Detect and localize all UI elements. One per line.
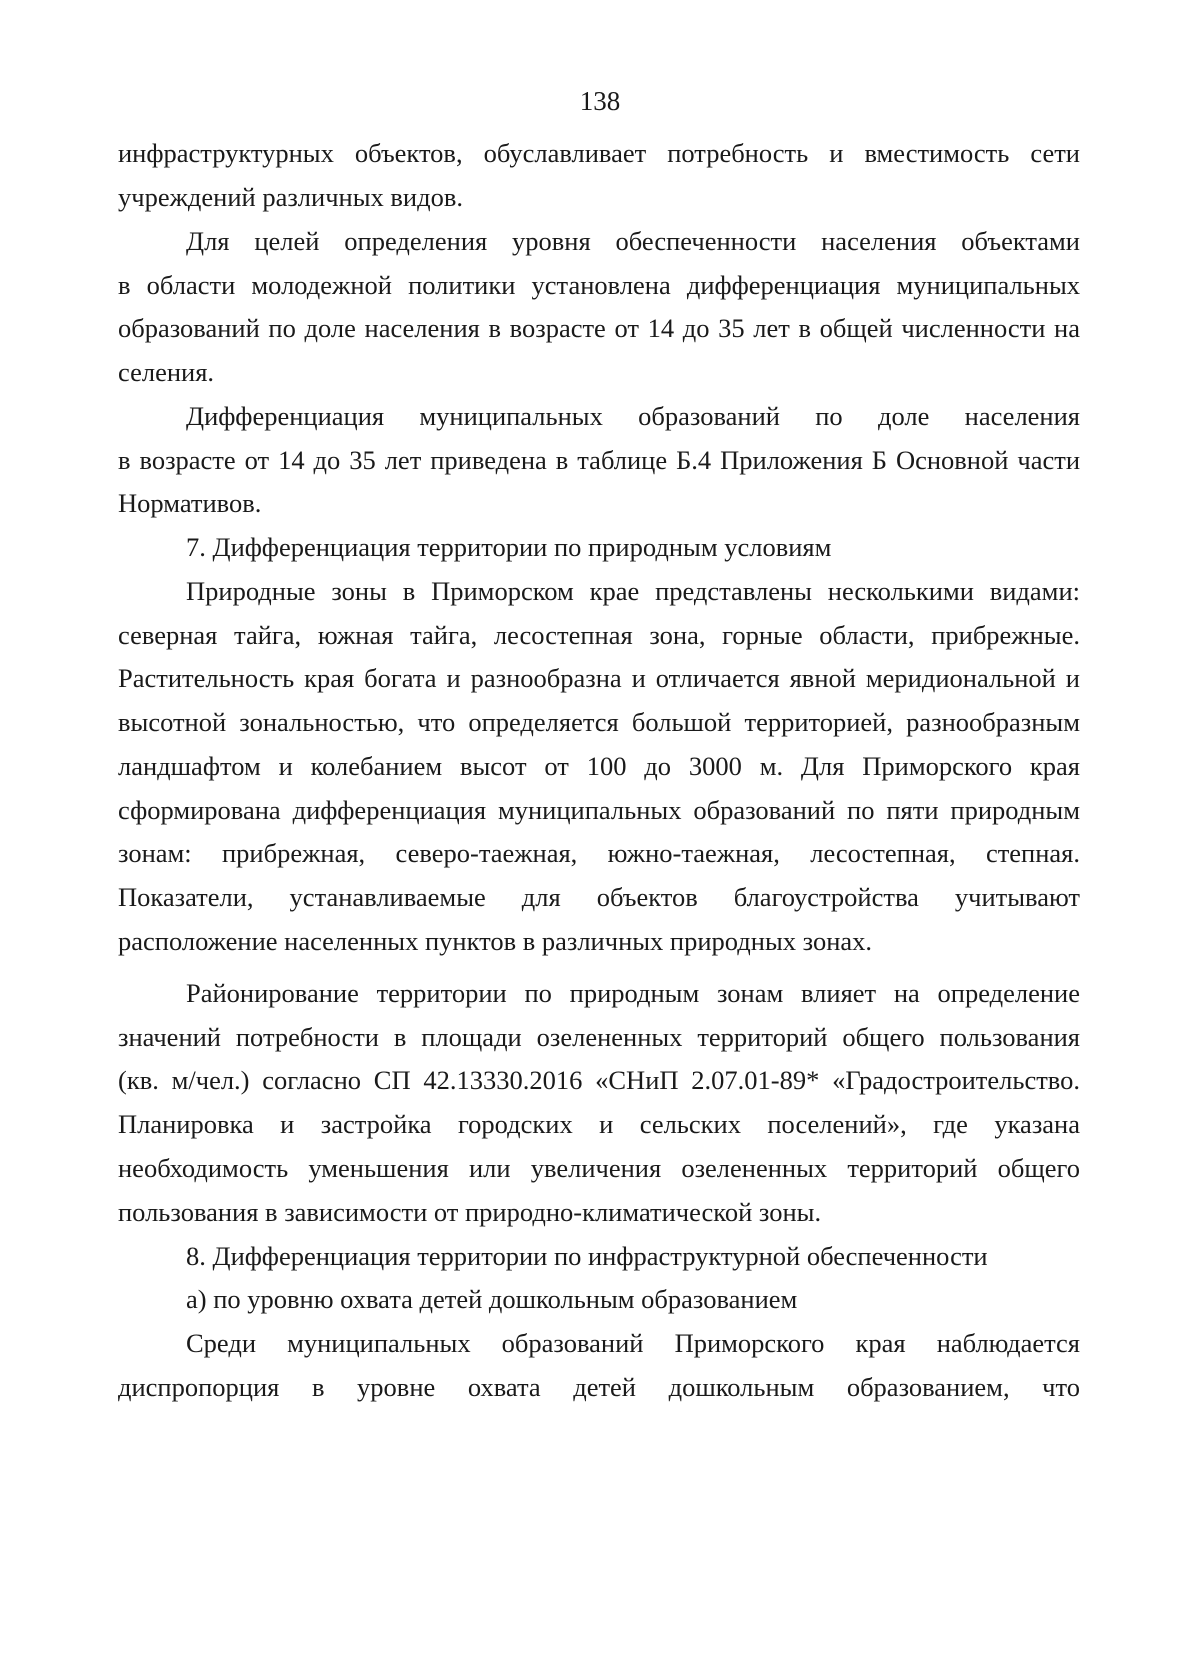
text-line: зонам: прибрежная, северо-таежная, южно-таежная, лесостепная, степная. bbox=[118, 838, 1080, 868]
text-line: учреждений различных видов. bbox=[118, 182, 463, 212]
text-line: образований по доле населения в возрасте от 14 до 35 лет в общей численности на bbox=[118, 313, 1080, 343]
text-line: в возрасте от 14 до 35 лет приведена в таблице Б.4 Приложения Б Основной части bbox=[118, 445, 1080, 475]
text-line: Растительность края богата и разнообразна и отличается явной меридиональной и bbox=[118, 663, 1080, 693]
text-line: расположение населенных пунктов в различных природных зонах. bbox=[118, 926, 873, 956]
text-line: Показатели, устанавливаемые для объектов благоустройства учитывают bbox=[118, 882, 1080, 912]
text-line: высотной зональностью, что определяется большой территорией, разнообразным bbox=[118, 707, 1080, 737]
section-heading-7: 7. Дифференциация территории по природным условиям bbox=[186, 532, 832, 562]
text-line: пользования в зависимости от природно-климатической зоны. bbox=[118, 1197, 822, 1227]
text-line: инфраструктурных объектов, обуславливает потребность и вместимость сети bbox=[118, 138, 1080, 168]
paragraph-start-line: Районирование территории по природным зонам влияет на определение bbox=[186, 978, 1080, 1008]
paragraph-start-line: Дифференциация муниципальных образований по доле населения bbox=[186, 401, 1080, 431]
text-line: сформирована дифференциация муниципальных образований по пяти природным bbox=[118, 795, 1080, 825]
text-line: в области молодежной политики установлена дифференциация муниципальных bbox=[118, 270, 1080, 300]
text-line: (кв. м/чел.) согласно СП 42.13330.2016 «СНиП 2.07.01-89* «Градостроительство. bbox=[118, 1065, 1080, 1095]
section-heading-8: 8. Дифференциация территории по инфраструктурной обеспеченности bbox=[186, 1241, 988, 1271]
paragraph-start-line: Для целей определения уровня обеспеченности населения объектами bbox=[186, 226, 1080, 256]
paragraph-start-line: Среди муниципальных образований Приморского края наблюдается bbox=[186, 1328, 1080, 1358]
text-line: селения. bbox=[118, 357, 215, 387]
text-line: ландшафтом и колебанием высот от 100 до 3000 м. Для Приморского края bbox=[118, 751, 1080, 781]
text-line: северная тайга, южная тайга, лесостепная зона, горные области, прибрежные. bbox=[118, 620, 1080, 650]
text-line: необходимость уменьшения или увеличения озелененных территорий общего bbox=[118, 1153, 1080, 1183]
text-line: Планировка и застройка городских и сельских поселений», где указана bbox=[118, 1109, 1080, 1139]
paragraph-start-line: Природные зоны в Приморском крае представлены несколькими видами: bbox=[186, 576, 1080, 606]
text-line: значений потребности в площади озелененных территорий общего пользования bbox=[118, 1022, 1080, 1052]
subsection-heading-a: а) по уровню охвата детей дошкольным образованием bbox=[186, 1284, 798, 1314]
text-line: диспропорция в уровне охвата детей дошкольным образованием, что bbox=[118, 1372, 1080, 1402]
text-line: Нормативов. bbox=[118, 488, 262, 518]
page-number: 138 bbox=[579, 86, 621, 116]
